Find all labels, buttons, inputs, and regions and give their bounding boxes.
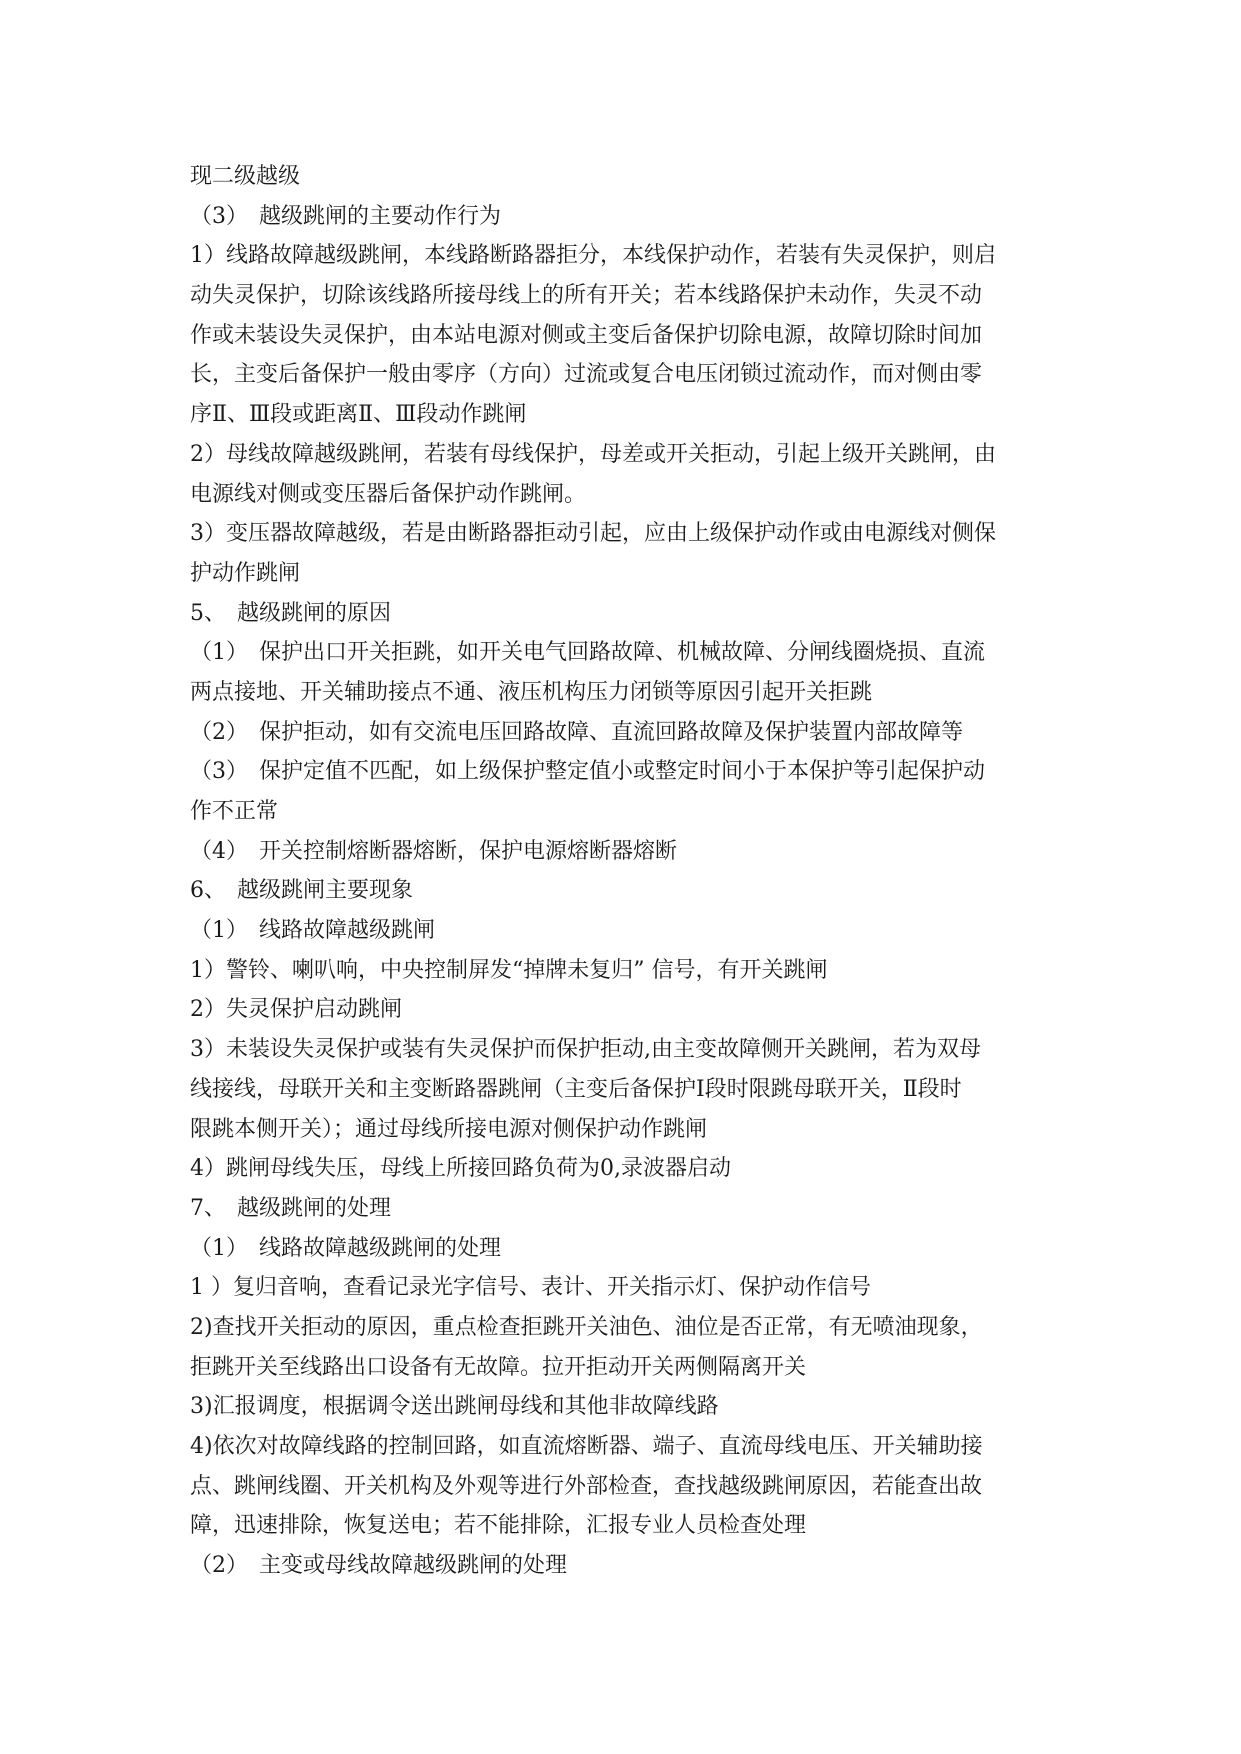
- text-line: 点、跳闸线圈、开关机构及外观等进行外部检查，查找越级跳闸原因，若能查出故: [190, 1473, 983, 1499]
- text-line: 动失灵保护，切除该线路所接母线上的所有开关；若本线路保护未动作，失灵不动: [190, 283, 983, 309]
- text-line: 作不正常: [190, 799, 279, 824]
- text-line: 障，迅速排除，恢复送电；若不能排除，汇报专业人员检查处理: [190, 1513, 807, 1539]
- text-line: （4） 开关控制熔断器熔断，保护电源熔断器熔断: [190, 838, 677, 864]
- section-heading: 7、 越级跳闸的处理: [190, 1195, 391, 1221]
- text-line: 1 ）复归音响，查看记录光字信号、表计、开关指示灯、保护动作信号: [190, 1275, 871, 1301]
- text-line: 3)汇报调度，根据调令送出跳闸母线和其他非故障线路: [190, 1394, 719, 1420]
- text-line: 3）变压器故障越级，若是由断路器拒动引起，应由上级保护动作或由电源线对侧保: [190, 521, 996, 547]
- text-line: 2）失灵保护启动跳闸: [190, 997, 402, 1023]
- text-line: 序Ⅱ、Ⅲ段或距离Ⅱ、Ⅲ段动作跳闸: [190, 402, 527, 428]
- text-line: 线接线，母联开关和主变断路器跳闸（主变后备保护Ⅰ段时限跳母联开关，Ⅱ段时: [190, 1076, 962, 1102]
- text-line: 3）未装设失灵保护或装有失灵保护而保护拒动,由主变故障侧开关跳闸，若为双母: [190, 1037, 981, 1063]
- text-line: 拒跳开关至线路出口设备有无故障。拉开拒动开关两侧隔离开关: [190, 1354, 807, 1380]
- text-line: 1）警铃、喇叭响，中央控制屏发“掉牌未复归” 信号，有开关跳闸: [190, 957, 828, 983]
- section-heading: 6、 越级跳闸主要现象: [190, 878, 413, 904]
- text-line: （1） 线路故障越级跳闸: [190, 918, 435, 944]
- text-line: （2） 保护拒动，如有交流电压回路故障、直流回路故障及保护装置内部故障等: [190, 719, 963, 745]
- text-line: （1） 保护出口开关拒跳，如开关电气回路故障、机械故障、分闸线圈烧损、直流: [190, 640, 985, 666]
- text-line: （1） 线路故障越级跳闸的处理: [190, 1235, 501, 1261]
- text-line: 限跳本侧开关）；通过母线所接电源对侧保护动作跳闸: [190, 1116, 708, 1142]
- text-line: 2）母线故障越级跳闸，若装有母线保护，母差或开关拒动，引起上级开关跳闸，由: [190, 441, 996, 467]
- text-line: 1）线路故障越级跳闸，本线路断路器拒分，本线保护动作，若装有失灵保护，则启: [190, 243, 996, 269]
- document-body: [190, 157, 1080, 1586]
- text-line: 电源线对侧或变压器后备保护动作跳闸。: [190, 481, 587, 507]
- text-line: （2） 主变或母线故障越级跳闸的处理: [190, 1553, 567, 1579]
- text-line: 4）跳闸母线失压，母线上所接回路负荷为0,录波器启动: [190, 1156, 731, 1182]
- text-line: 护动作跳闸: [190, 560, 301, 586]
- text-line: 2)查找开关拒动的原因，重点检查拒跳开关油色、油位是否正常，有无喷油现象，: [190, 1314, 983, 1340]
- text-line: 两点接地、开关辅助接点不通、液压机构压力闭锁等原因引起开关拒跳: [190, 679, 873, 705]
- section-heading: 5、 越级跳闸的原因: [190, 600, 391, 626]
- text-line: 长，主变后备保护一般由零序（方向）过流或复合电压闭锁过流动作，而对侧由零: [190, 362, 983, 388]
- text-line: （3） 保护定值不匹配，如上级保护整定值小或整定时间小于本保护等引起保护动: [190, 759, 985, 785]
- text-line: 4)依次对故障线路的控制回路，如直流熔断器、端子、直流母线电压、开关辅助接: [190, 1434, 983, 1459]
- text-line: 现二级越级: [190, 164, 301, 189]
- text-line: （3） 越级跳闸的主要动作行为: [190, 203, 501, 229]
- text-line: 作或未装设失灵保护，由本站电源对侧或主变后备保护切除电源，故障切除时间加: [190, 322, 983, 348]
